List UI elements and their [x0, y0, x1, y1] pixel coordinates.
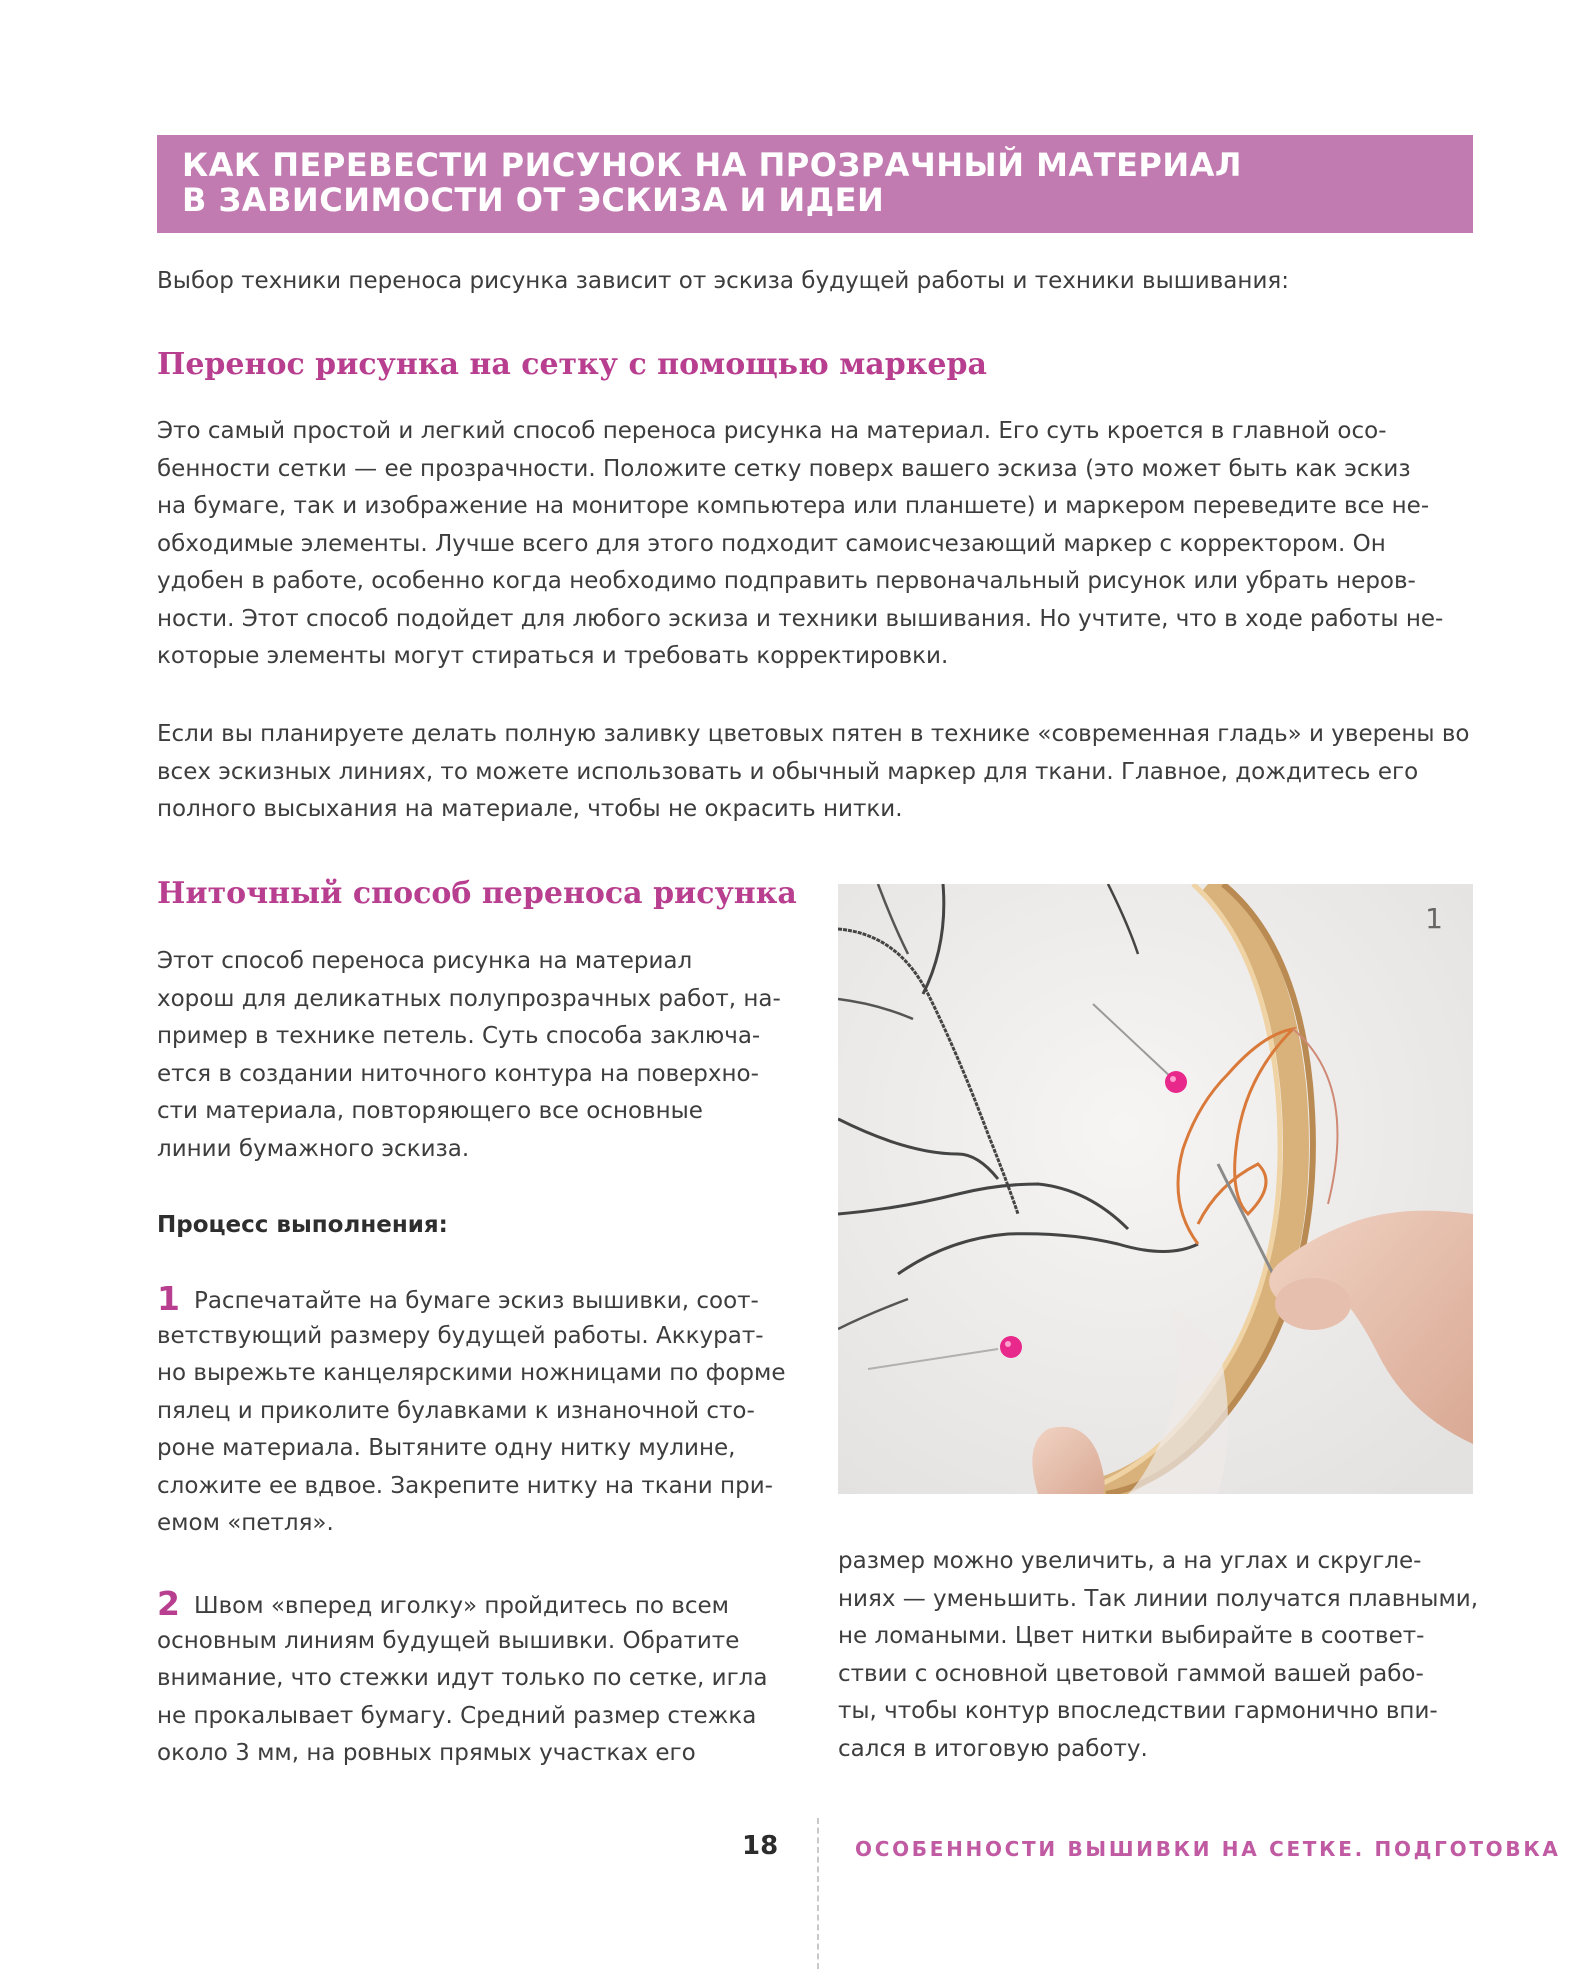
- text-line: Швом «вперед иголку» пройдитесь по всем: [193, 1593, 730, 1619]
- text-line: емом «петля».: [157, 1510, 334, 1536]
- text-line: Этот способ переноса рисунка на материал: [157, 948, 693, 974]
- text-line: полного высыхания на материале, чтобы не окрасить нитки.: [157, 796, 903, 822]
- text-line: обходимые элементы. Лучше всего для этого подходит самоисчезающий маркер с корректором. Он: [157, 530, 1386, 557]
- section1-paragraph-1: [157, 413, 1443, 676]
- footer-divider: [817, 1818, 819, 1969]
- text-line: около 3 мм, на ровных прямых участках его: [157, 1740, 696, 1766]
- text-line: сложите ее вдвое. Закрепите нитку на ткани при-: [157, 1472, 773, 1499]
- text-line: основным линиям будущей вышивки. Обратите: [157, 1627, 740, 1654]
- text-line: Распечатайте на бумаге эскиз вышивки, соот-: [193, 1288, 759, 1314]
- text-line: которые элементы могут стираться и требовать корректировки.: [157, 643, 949, 669]
- text-line: Это самый простой и легкий способ переноса рисунка на материал. Его суть кроется в главной осо-: [157, 418, 1387, 444]
- hoop-illustration: [838, 884, 1473, 1494]
- text-line: не прокалывает бумагу. Средний размер стежка: [157, 1702, 757, 1729]
- intro-paragraph: [157, 263, 1289, 301]
- text-line: хорош для деликатных полупрозрачных работ, на-: [157, 985, 781, 1012]
- page-title-line-2: В ЗАВИСИМОСТИ ОТ ЭСКИЗА И ИДЕИ: [182, 181, 885, 219]
- text-line: удобен в работе, особенно когда необходимо подправить первоначальный рисунок или убрать неров-: [157, 568, 1416, 594]
- text-line: линии бумажного эскиза.: [157, 1135, 470, 1162]
- section1-heading: Перенос рисунка на сетку с помощью маркера: [157, 347, 987, 382]
- section2-paragraph-1: [157, 943, 781, 1168]
- intro-text: Выбор техники переноса рисунка зависит от эскиза будущей работы и техники вышивания:: [157, 268, 1289, 294]
- step-2-continuation: [838, 1543, 1478, 1768]
- text-line: бенности сетки — ее прозрачности. Положите сетку поверх вашего эскиза (это может быть как эскиз: [157, 455, 1411, 482]
- text-line: ствии с основной цветовой гаммой вашей рабо-: [838, 1660, 1424, 1687]
- embroidery-hoop-photo: [838, 884, 1473, 1494]
- text-line: ности. Этот способ подойдет для любого эскиза и техники вышивания. Но учтите, что в ходе работы не-: [157, 605, 1444, 632]
- text-line: но вырежьте канцелярскими ножницами по форме: [157, 1360, 786, 1386]
- text-line: роне материала. Вытяните одну нитку мулине,: [157, 1435, 736, 1461]
- text-line: Если вы планируете делать полную заливку цветовых пятен в технике «современная гладь» и уверены во: [157, 721, 1470, 747]
- process-heading: Процесс выполнения:: [157, 1212, 448, 1238]
- text-line: пялец и приколите булавками к изнаночной сто-: [157, 1397, 755, 1424]
- photo-number: 1: [1425, 902, 1443, 935]
- text-line: ветствующий размеру будущей работы. Аккурат-: [157, 1322, 764, 1349]
- section1-paragraph-2: [157, 716, 1469, 829]
- running-title: ОСОБЕННОСТИ ВЫШИВКИ НА СЕТКЕ. ПОДГОТОВКА: [855, 1837, 1561, 1861]
- text-line: не ломаными. Цвет нитки выбирайте в соответ-: [838, 1623, 1425, 1649]
- step-1: [157, 1280, 786, 1543]
- page-number: 18: [742, 1831, 779, 1861]
- text-line: на бумаге, так и изображение на мониторе компьютера или планшете) и маркером переведите все не-: [157, 493, 1430, 519]
- text-line: пример в технике петель. Суть способа заключа-: [157, 1023, 761, 1049]
- step-2: [157, 1585, 767, 1773]
- text-line: ниях — уменьшить. Так линии получатся плавными,: [838, 1585, 1479, 1612]
- text-line: сался в итоговую работу.: [838, 1735, 1148, 1762]
- text-line: всех эскизных линиях, то можете использовать и обычный маркер для ткани. Главное, дождитесь его: [157, 758, 1419, 785]
- text-line: сти материала, повторяющего все основные: [157, 1098, 703, 1124]
- text-line: размер можно увеличить, а на углах и скругле-: [838, 1548, 1422, 1574]
- page-title-line-1: КАК ПЕРЕВЕСТИ РИСУНОК НА ПРОЗРАЧНЫЙ МАТЕРИАЛ: [182, 146, 1242, 184]
- title-banner: [157, 135, 1473, 233]
- step-number: 1: [157, 1279, 180, 1318]
- step-number: 2: [157, 1584, 180, 1623]
- text-line: ется в создании ниточного контура на поверхно-: [157, 1060, 759, 1087]
- section2-heading: Ниточный способ переноса рисунка: [157, 876, 797, 911]
- text-line: внимание, что стежки идут только по сетке, игла: [157, 1665, 768, 1691]
- text-line: ты, чтобы контур впоследствии гармонично впи-: [838, 1698, 1438, 1724]
